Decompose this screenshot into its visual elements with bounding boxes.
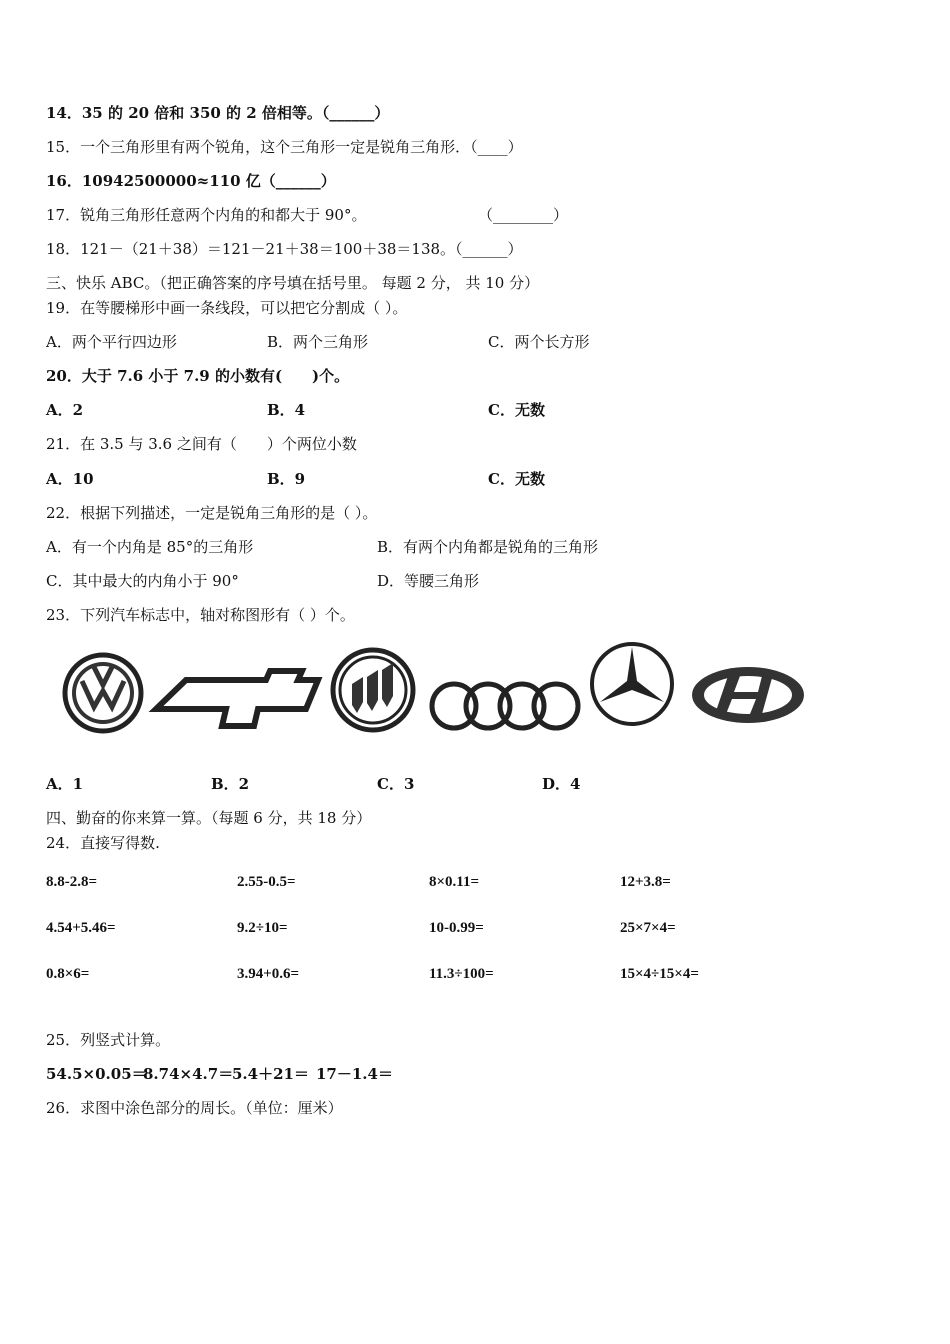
question-26: 26．求图中涂色部分的周长。（单位：厘米） <box>46 1099 343 1117</box>
question-17 <box>46 205 569 225</box>
q25-item: 5.4＋21＝ <box>232 1065 309 1083</box>
question-19-stem: 19．在等腰梯形中画一条线段，可以把它分割成（ ）。 <box>46 299 408 317</box>
question-25-stem: 25．列竖式计算。 <box>46 1031 171 1049</box>
question-19-options <box>0 332 950 352</box>
option-a: A．两个平行四边形 <box>46 333 177 351</box>
q25-item: 17－1.4＝ <box>316 1065 393 1083</box>
q24-item: 25×7×4= <box>620 920 676 936</box>
question-20-options <box>0 400 950 420</box>
question-17-blank: （________） <box>478 206 569 224</box>
question-21-options <box>0 469 950 489</box>
question-21-stem: 21．在 3.5 与 3.6 之间有（ ）个两位小数 <box>46 435 357 453</box>
q24-item: 4.54+5.46= <box>46 920 116 936</box>
option-b: B．有两个内角都是锐角的三角形 <box>377 538 599 556</box>
option-a: A．2 <box>46 401 84 419</box>
question-23-options <box>0 774 950 794</box>
option-b: B．两个三角形 <box>267 333 369 351</box>
option-c: C．无数 <box>488 401 545 419</box>
option-a: A．10 <box>46 470 94 488</box>
q24-item: 8×0.11= <box>429 874 480 890</box>
buick-logo <box>333 650 413 730</box>
question-22-stem: 22．根据下列描述，一定是锐角三角形的是（ ）。 <box>46 504 378 522</box>
question-16: 16．10942500000≈110 亿（______） <box>46 172 336 190</box>
question-20-stem: 20．大于 7.6 小于 7.9 的小数有( )个。 <box>46 367 350 385</box>
q24-row-2 <box>0 918 950 938</box>
q24-item: 2.55-0.5= <box>237 874 296 890</box>
question-15: 15．一个三角形里有两个锐角，这个三角形一定是锐角三角形．（____） <box>46 138 523 156</box>
section-4-heading: 四、勤奋的你来算一算。（每题 6 分，共 18 分） <box>46 809 372 827</box>
option-c: C．其中最大的内角小于 90° <box>46 572 239 590</box>
option-a: A．1 <box>46 775 84 793</box>
question-25-items <box>0 1064 950 1084</box>
option-a: A．有一个内角是 85°的三角形 <box>46 538 254 556</box>
q24-row-1 <box>0 872 950 892</box>
q24-item: 11.3÷100= <box>429 966 494 982</box>
option-d: D．等腰三角形 <box>377 572 480 590</box>
q24-item: 10-0.99= <box>429 920 484 936</box>
section-3-heading: 三、快乐 ABC。（把正确答案的序号填在括号里。 每题 2 分， 共 10 分） <box>46 274 540 292</box>
question-14: 14．35 的 20 倍和 350 的 2 倍相等。（______） <box>46 104 390 122</box>
q25-item: 8.74×4.7＝ <box>143 1065 234 1083</box>
option-b: B．4 <box>267 401 306 419</box>
question-23-stem: 23．下列汽车标志中，轴对称图形有（ ）个。 <box>46 606 355 624</box>
q24-item: 9.2÷10= <box>237 920 288 936</box>
q24-item: 3.94+0.6= <box>237 966 300 982</box>
volkswagen-logo <box>65 655 141 731</box>
audi-logo <box>432 684 578 728</box>
mercedes-logo <box>592 644 672 724</box>
question-18: 18．121－（21＋38）＝121－21＋38＝100＋38＝138。（______） <box>46 240 523 258</box>
q24-item: 8.8-2.8= <box>46 874 98 890</box>
car-logos-figure <box>56 634 816 744</box>
option-c: C．两个长方形 <box>488 333 590 351</box>
q24-item: 12+3.8= <box>620 874 671 890</box>
option-b: B．2 <box>211 775 250 793</box>
chevrolet-logo <box>156 671 318 726</box>
question-22-options-row-2 <box>0 571 950 591</box>
q24-row-3 <box>0 964 950 984</box>
question-17-text: 17．锐角三角形任意两个内角的和都大于 90°。 <box>46 206 367 224</box>
question-24-stem: 24．直接写得数. <box>46 834 160 852</box>
option-c: C．3 <box>377 775 415 793</box>
hyundai-logo <box>692 667 804 723</box>
q24-item: 15×4÷15×4= <box>620 966 699 982</box>
option-c: C．无数 <box>488 470 545 488</box>
q24-item: 0.8×6= <box>46 966 90 982</box>
option-b: B．9 <box>267 470 306 488</box>
option-d: D．4 <box>542 775 581 793</box>
question-22-options-row-1 <box>0 537 950 557</box>
q25-item: 54.5×0.05＝ <box>46 1065 147 1083</box>
